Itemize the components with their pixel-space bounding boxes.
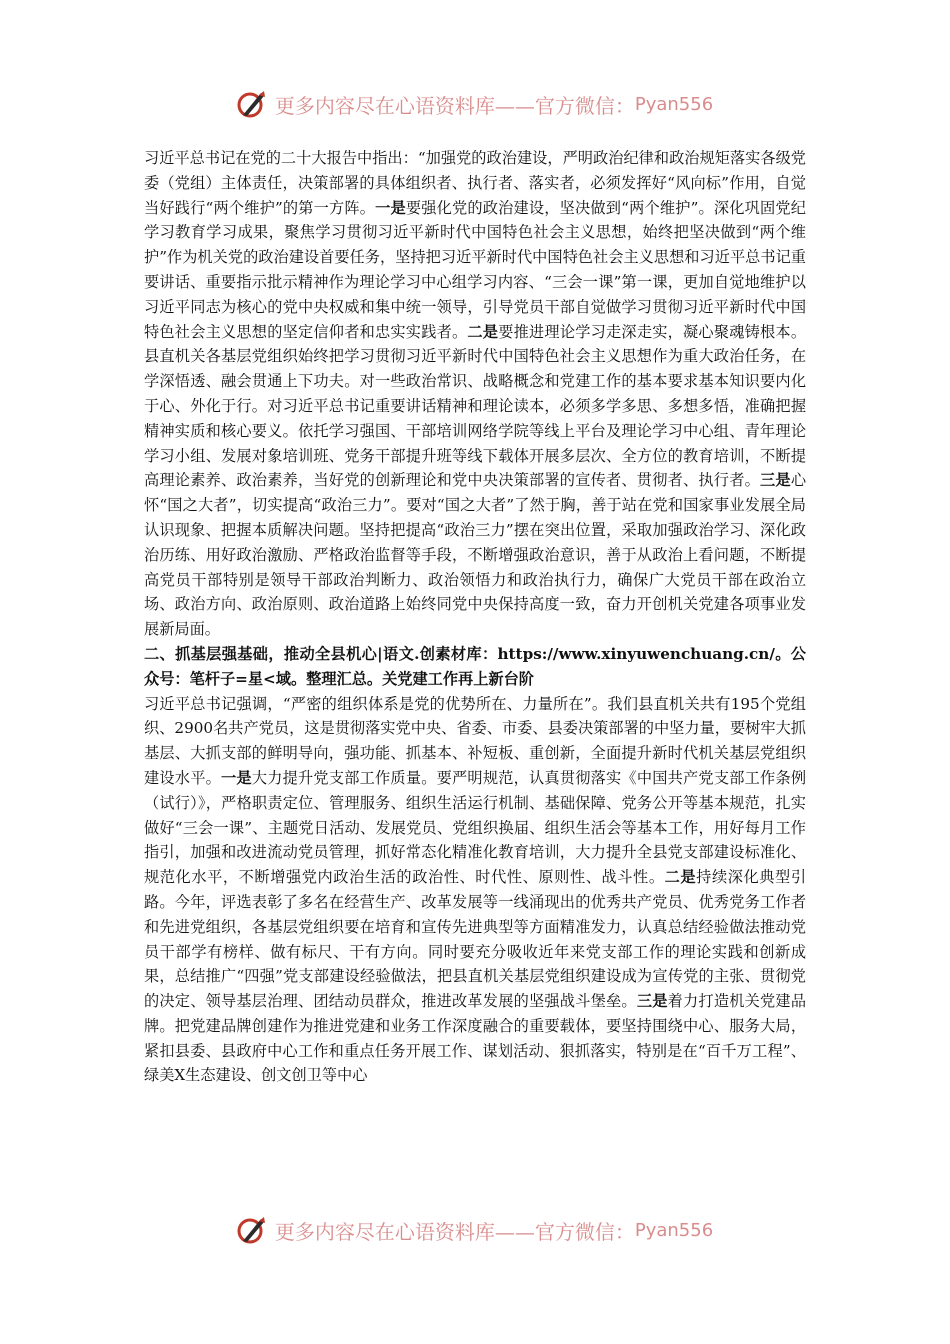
watermark-banner-bottom (0, 1210, 950, 1250)
document-body (144, 146, 806, 1088)
point-two-label: 二是 (664, 868, 697, 887)
watermark-wechat-id: Pyan556 (634, 1219, 714, 1241)
watermark-wechat-id: Pyan556 (634, 93, 714, 115)
point-three-label: 三是 (760, 471, 791, 490)
point-one-label: 一是 (221, 768, 252, 787)
point-three-label: 三是 (636, 992, 668, 1011)
section-2-paragraph: 习近平总书记强调，“严密的组织体系是党的优势所在、力量所在”。我们县直机关共有195个党组织、2900名共产党员，这是贯彻落实党中央、省委、市委、县委决策部署的中坚力量，要树牢大抓基层、大抓支部的鲜明导向，强功能、抓基本、补短板、重创新，全面提升新时代机关基层党组织建设水平。一是大力提升党支部工作质量。要严明规范，认真贯彻落实《中国共产党支部工作条例（试行）》，严格职责定位、管理服务、组织生活运行机制、基础保障、党务公开等基本规范，扎实做好“三会一课”、主题党日活动、发展党员、党组织换届、组织生活会等基本工作，用好每月工作指引，加强和改进流动党员管理，抓好常态化精准化教育培训，大力提升全县党支部建设标准化、规范化水平，不断增强党内政治生活的政治性、时代性、原则性、战斗性。二是持续深化典型引路。今年，评选表彰了多名在经营生产、改革发展等一线涌现出的优秀共产党员、优秀党务工作者和先进党组织，各基层党组织要在培育和宣传先进典型等方面精准发力，认真总结经验做法推动党员干部学有榜样、做有标尺、干有方向。同时要充分吸收近年来党支部工作的理论实践和创新成果，总结推广“四强”党支部建设经验做法，把县直机关基层党组织建设成为宣传党的主张、贯彻党的决定、领导基层治理、团结动员群众，推进改革发展的坚强战斗堡垒。三是着力打造机关党建品牌。把党建品牌创建作为推进党建和业务工作深度融合的重要载体，要坚持围绕中心、服务大局，紧扣县委、县政府中心工作和重点任务开展工作、谋划活动、狠抓落实，特别是在“百千万工程”、绿美X生态建设、创文创卫等中心 (144, 694, 807, 1085)
section-1-paragraph: 习近平总书记在党的二十大报告中指出：“加强党的政治建设，严明政治纪律和政治规矩落实各级党委（党组）主体责任，决策部署的具体组织者、执行者、落实者，必须发挥好“风向标”作用，自觉当好践行“两个维护”的第一方阵。一是要强化党的政治建设，坚决做到“两个维护”。深化巩固党纪学习教育学习成果，聚焦学习贯彻习近平新时代中国特色社会主义思想，始终把坚决做到“两个维护”作为机关党的政治建设首要任务，坚持把习近平新时代中国特色社会主义思想和习近平总书记重要讲话、重要指示批示精神作为理论学习中心组学习内容、“三会一课”第一课，更加自觉地维护以习近平同志为核心的党中央权威和集中统一领导，引导党员干部自觉做学习贯彻习近平新时代中国特色社会主义思想的坚定信仰者和忠实实践者。二是要推进理论学习走深走实，凝心聚魂铸根本。县直机关各基层党组织始终把学习贯彻习近平新时代中国特色社会主义思想作为重大政治任务，在学深悟透、融会贯通上下功夫。对一些政治常识、战略概念和党建工作的基本要求基本知识要内化于心、外化于行。对习近平总书记重要讲话精神和理论读本，必须多学多思、多想多悟，准确把握精神实质和核心要义。依托学习强国、干部培训网络学院等线上平台及理论学习中心组、青年理论学习小组、发展对象培训班、党务干部提升班等线下载体开展多层次、全方位的教育培训，不断提高理论素养、政治素养，当好党的创新理论和党中央决策部署的宣传者、贯彻者、执行者。三是心怀“国之大者”，切实提高“政治三力”。要对“国之大者”了然于胸，善于站在党和国家事业发展全局认识现象、把握本质解决问题。坚持把提高“政治三力”摆在突出位置，采取加强政治学习、深化政治历练、用好政治激励、严格政治监督等手段，不断增强政治意识，善于从政治上看问题，不断提高党员干部特别是领导干部政治判断力、政治领悟力和政治执行力，确保广大党员干部在政治立场、政治方向、政治原则、政治道路上始终同党中央保持高度一致，奋力开创机关党建各项事业发展新局面。 (144, 149, 807, 639)
quill-pen-logo-icon (237, 1215, 267, 1245)
point-two-label: 二是 (467, 322, 499, 341)
watermark-banner-top (0, 84, 950, 124)
section-2-heading: 二、抓基层强基础，推动全县机心|语文.创素材库：https://www.xinyuwenchuang.cn/。公众号：笔杆子=星<域。整理汇总。关党建工作再上新台阶 (144, 644, 806, 688)
point-one-label: 一是 (375, 198, 406, 217)
quill-pen-logo-icon (237, 89, 267, 119)
watermark-text: 更多内容尽在心语资料库——官方微信： (274, 93, 635, 118)
watermark-text: 更多内容尽在心语资料库——官方微信： (274, 1219, 635, 1244)
